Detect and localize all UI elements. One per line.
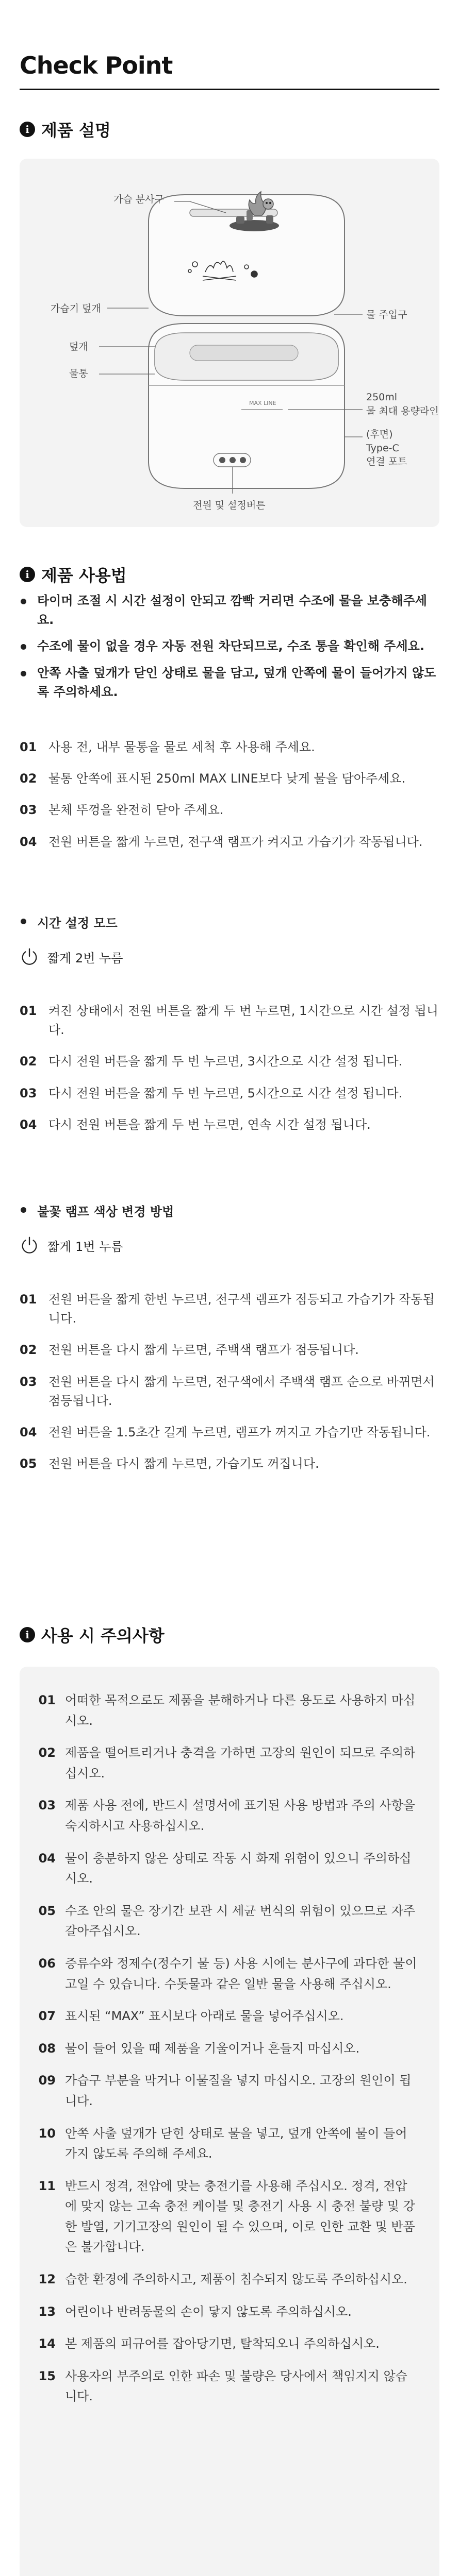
list-item: 02 다시 전원 버튼을 짧게 두 번 누르면, 3시간으로 시간 설정 됩니다.: [20, 1054, 403, 1069]
usage-steps: [20, 738, 439, 864]
svg-text:MAX LINE: MAX LINE: [249, 400, 276, 406]
power-button-label: 전원 및 설정버튼: [193, 500, 266, 511]
type-c-port-label: (후면) Type-C 연결 포트: [366, 429, 407, 468]
timer-mode-heading: 시간 설정 모드: [20, 913, 118, 931]
list-item: 01 켜진 상태에서 전원 버튼을 짧게 두 번 누르면, 1시간으로 시간 설정 됩니다.: [20, 1004, 438, 1038]
list-item: 01 사용 전, 내부 물통을 물로 세척 후 사용해 주세요.: [20, 740, 315, 754]
info-icon: i: [20, 1627, 35, 1642]
list-item: 12 습한 환경에 주의하시고, 제품이 침수되지 않도록 주의하십시오.: [38, 2272, 407, 2287]
max-line-label: 250ml 물 최대 용량라인: [366, 392, 439, 417]
cautions-box: [20, 1667, 439, 2576]
list-item: 13 어린이나 반려동물의 손이 닿지 않도록 주의하십시오.: [38, 2304, 352, 2319]
usage-note: 타이머 조절 시 시간 설정이 안되고 깜빡 거리면 수조에 물을 보충해주세요.: [20, 591, 439, 630]
lamp-color-heading: 불꽃 램프 색상 변경 방법: [20, 1201, 174, 1219]
product-diagram: [20, 159, 439, 527]
mist-outlet-label: 가습 분사구: [113, 194, 164, 205]
list-item: 02 제품을 떨어트리거나 충격을 가하면 고장의 원인이 되므로 주의하십시오.: [38, 1745, 416, 1781]
section-title: 제품 설명: [41, 121, 111, 140]
control-buttons: [219, 457, 246, 463]
list-item: 03 전원 버튼을 다시 짧게 누르면, 전구색에서 주백색 램프 순으로 바뀌면서 점등됩니다.: [20, 1374, 435, 1408]
list-item: 03 본체 뚜껑을 완전히 닫아 주세요.: [20, 803, 224, 818]
list-item: 02 물통 안쪽에 표시된 250ml MAX LINE보다 낮게 물을 담아주세요.: [20, 771, 406, 786]
water-inlet-label: 물 주입구: [366, 309, 407, 320]
usage-note: 안쪽 사출 덮개가 닫인 상태로 물을 담고, 덮개 안쪽에 물이 들어가지 않도록 주의하세요.: [20, 664, 439, 702]
page-title: Check Point: [20, 52, 173, 79]
list-item: 04 전원 버튼을 1.5초간 길게 누르면, 램프가 꺼지고 가습기만 작동됩니다.: [20, 1425, 431, 1439]
list-item: 10 안쪽 사출 덮개가 닫힌 상태로 물을 넣고, 덮개 안쪽에 물이 들어가지 않도록 주의해 주세요.: [38, 2126, 407, 2161]
info-icon: i: [20, 122, 35, 137]
section-usage-heading: [20, 563, 127, 586]
list-item: 01 어떠한 목적으로도 제품을 분해하거나 다른 용도로 사용하지 마십시오.: [38, 1693, 416, 1728]
usage-notes: [20, 591, 439, 709]
list-item: 02 전원 버튼을 다시 짧게 누르면, 주백색 램프가 점등됩니다.: [20, 1343, 359, 1358]
power-icon: [20, 947, 39, 967]
humidifier-cover-label: 가습기 덮개: [51, 303, 101, 314]
water-tank-label: 물통: [69, 368, 88, 379]
lamp-press-instruction: 짧게 1번 누름: [20, 1235, 123, 1255]
usage-note: 수조에 물이 없을 경우 자동 전원 차단되므로, 수조 통을 확인해 주세요.: [20, 637, 439, 656]
list-item: 06 증류수와 정제수(정수기 물 등) 사용 시에는 분사구에 과다한 물이 고일 수 있습니다. 수돗물과 같은 일반 물을 사용해 주십시오.: [38, 1956, 417, 1991]
section-title: 사용 시 주의사항: [41, 1626, 165, 1646]
timer-press-instruction: 짧게 2번 누름: [20, 947, 123, 967]
list-item: 07 표시된 “MAX” 표시보다 아래로 물을 넣어주십시오.: [38, 2009, 344, 2024]
lamp-steps: [20, 1290, 439, 1486]
list-item: 04 전원 버튼을 짧게 누르면, 전구색 램프가 켜지고 가습기가 작동됩니다.: [20, 834, 423, 849]
list-item: 04 물이 충분하지 않은 상태로 작동 시 화재 위험이 있으니 주의하십시오.: [38, 1851, 412, 1886]
list-item: 14 본 제품의 피규어를 잡아당기면, 탈착되오니 주의하십시오.: [38, 2336, 380, 2351]
section-product-description-heading: [20, 117, 111, 141]
timer-steps: [20, 1002, 439, 1147]
power-icon: [20, 1235, 39, 1255]
info-icon: i: [20, 567, 35, 582]
section-title: 제품 사용법: [41, 566, 127, 585]
humidifier-top-unit: [149, 192, 345, 316]
list-item: 05 수조 안의 물은 장기간 보관 시 세균 번식의 위험이 있으므로 자주 갈아주십시오.: [38, 1903, 416, 1939]
list-item: 01 전원 버튼을 짧게 한번 누르면, 전구색 램프가 점등되고 가습기가 작동됩니다.: [20, 1292, 435, 1326]
list-item: 03 다시 전원 버튼을 짧게 두 번 누르면, 5시간으로 시간 설정 됩니다.: [20, 1086, 403, 1100]
section-cautions-heading: [20, 1623, 165, 1647]
list-item: 11 반드시 정격, 전압에 맞는 충전기를 사용해 주십시오. 정격, 전압에 맞지 않는 고속 충전 케이블 및 충전기 사용 시 충전 불량 및 강한 발열, 기기고장의 원인이 될 수 있으며, 이로 인한 교환 및 반품은 불가합니다.: [38, 2178, 415, 2255]
lid-label: 덮개: [69, 341, 88, 352]
humidifier-base-unit: [149, 324, 345, 488]
list-item: 15 사용자의 부주의로 인한 파손 및 불량은 당사에서 책임지지 않습니다.: [38, 2368, 407, 2404]
title-divider: [20, 89, 439, 90]
list-item: 04 다시 전원 버튼을 짧게 두 번 누르면, 연속 시간 설정 됩니다.: [20, 1117, 371, 1132]
list-item: 03 제품 사용 전에, 반드시 설명서에 표기된 사용 방법과 주의 사항을 숙지하시고 사용하십시오.: [38, 1798, 416, 1833]
list-item: 08 물이 들어 있을 때 제품을 기울이거나 흔들지 마십시오.: [38, 2041, 360, 2056]
list-item: 09 가습구 부분을 막거나 이물질을 넣지 마십시오. 고장의 원인이 됩니다.: [38, 2073, 412, 2108]
list-item: 05 전원 버튼을 다시 짧게 누르면, 가습기도 꺼집니다.: [20, 1456, 319, 1471]
